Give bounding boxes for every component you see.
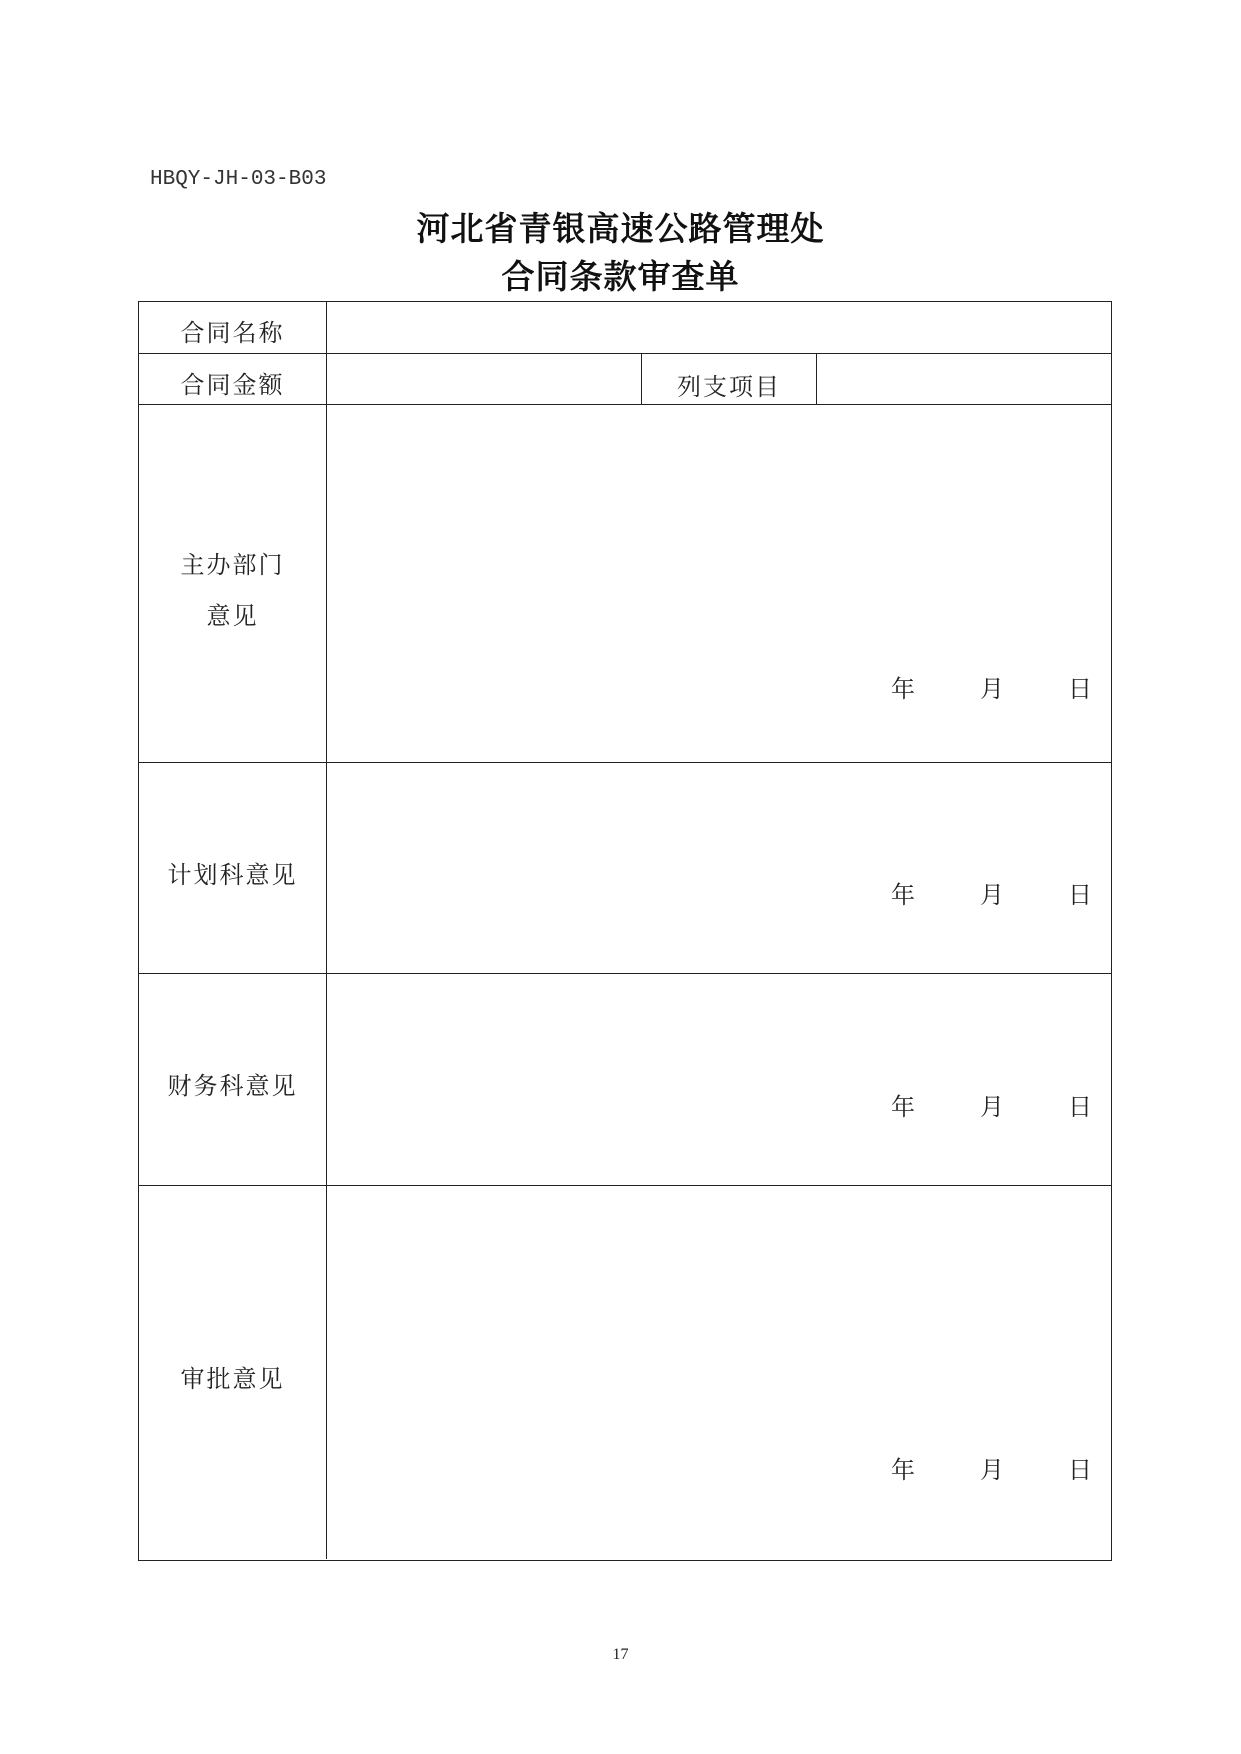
host-department-opinion-row xyxy=(139,404,1111,762)
document-code: HBQY-JH-03-B03 xyxy=(150,168,327,191)
host-department-opinion-area xyxy=(327,405,1111,762)
contract-amount-row xyxy=(139,353,1111,404)
form-title: 合同条款审查单 xyxy=(501,257,740,296)
budget-item-label: 列支项目 xyxy=(641,354,817,404)
approval-opinion-label: 审批意见 xyxy=(180,1365,285,1393)
planning-section-opinion-label-cell xyxy=(139,763,327,973)
date-year-label: 年 xyxy=(891,1093,915,1121)
date-month-label: 月 xyxy=(980,1456,1004,1484)
date-year-label: 年 xyxy=(891,675,915,703)
finance-section-opinion-area xyxy=(327,974,1111,1185)
date-day-label: 日 xyxy=(1068,881,1092,909)
contract-name-label-cell xyxy=(139,302,327,353)
planning-section-opinion-label: 计划科意见 xyxy=(167,860,298,889)
organization-title: 河北省青银高速公路管理处 xyxy=(416,209,825,248)
planning-section-opinion-row xyxy=(139,762,1111,973)
date-month-label: 月 xyxy=(980,881,1004,909)
contract-amount-value xyxy=(327,354,641,404)
contract-name-value xyxy=(327,302,1111,353)
page-number: 17 xyxy=(612,1646,629,1663)
host-department-opinion-label-line-2: 意见 xyxy=(206,601,259,630)
finance-section-opinion-label: 财务科意见 xyxy=(167,1072,298,1100)
approval-opinion-row xyxy=(139,1185,1111,1559)
date-month-label: 月 xyxy=(980,1093,1004,1121)
contract-amount-label-cell xyxy=(139,354,327,404)
host-department-opinion-label-line-1: 主办部门 xyxy=(180,550,285,579)
approval-opinion-area xyxy=(327,1186,1111,1559)
finance-section-opinion-label-cell xyxy=(139,974,327,1185)
date-year-label: 年 xyxy=(891,1456,915,1484)
date-day-label: 日 xyxy=(1068,675,1092,703)
host-department-opinion-label-cell xyxy=(139,405,327,762)
contract-name-label: 合同名称 xyxy=(180,319,285,347)
approval-opinion-label-cell xyxy=(139,1186,327,1559)
date-month-label: 月 xyxy=(980,675,1004,703)
date-day-label: 日 xyxy=(1068,1456,1092,1484)
contract-name-row xyxy=(139,302,1111,353)
planning-section-opinion-area xyxy=(327,763,1111,973)
contract-amount-label: 合同金额 xyxy=(180,370,285,399)
date-day-label: 日 xyxy=(1068,1093,1092,1121)
review-form-table xyxy=(138,301,1112,1561)
budget-item-value xyxy=(817,354,1111,404)
finance-section-opinion-row xyxy=(139,973,1111,1185)
date-year-label: 年 xyxy=(891,881,915,909)
